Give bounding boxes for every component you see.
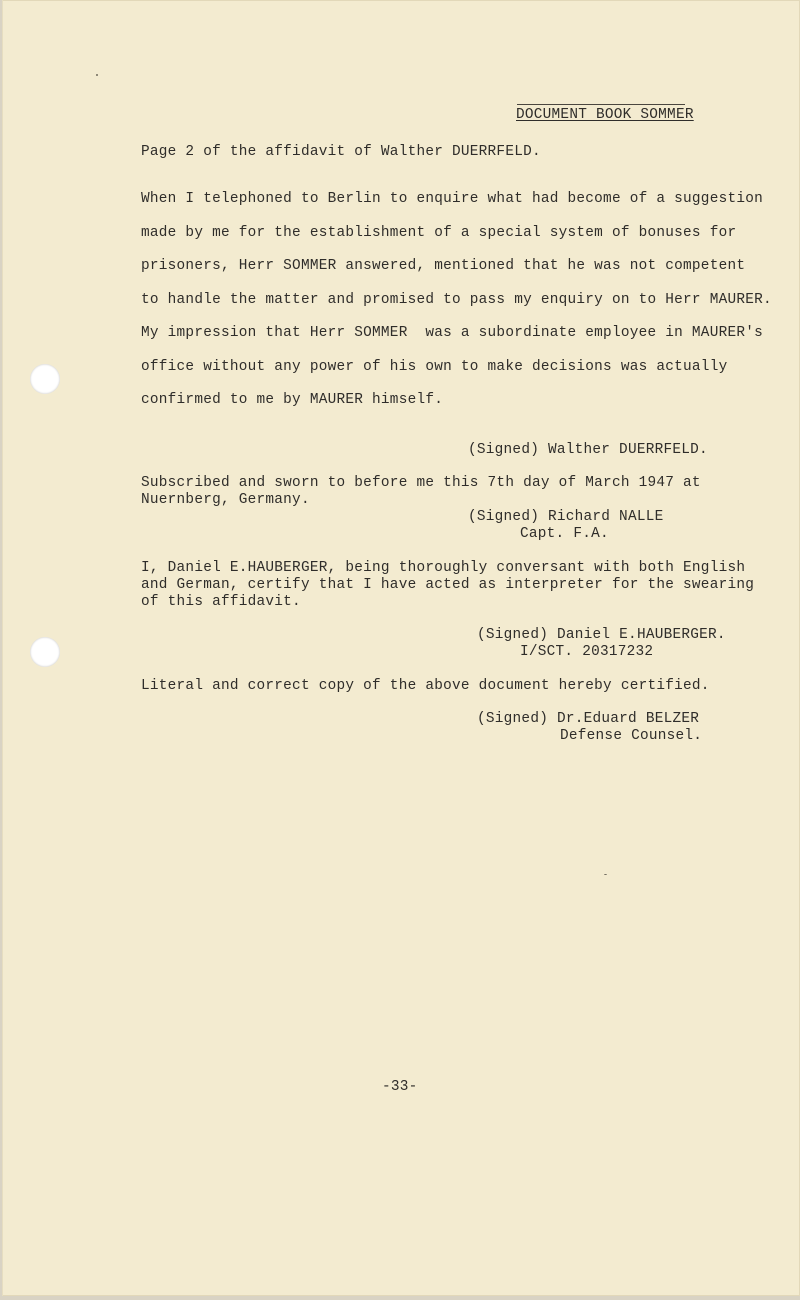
officer-signature: (Signed) Richard NALLE (468, 509, 664, 525)
punch-hole-top (30, 364, 60, 394)
interpreter-line: and German, certify that I have acted as interpreter for the swearing (141, 577, 755, 593)
document-page (2, 0, 800, 1296)
header-overline (517, 104, 685, 105)
body-line: When I telephoned to Berlin to enquire what had become of a suggestion (141, 191, 764, 207)
page-title: Page 2 of the affidavit of Walther DUERRFELD. (141, 144, 541, 160)
counsel-signature: (Signed) Dr.Eduard BELZER (477, 711, 700, 727)
paper-speck (96, 74, 98, 76)
body-line: My impression that Herr SOMMER was a subordinate employee in MAURER's (141, 325, 764, 341)
counsel-title: Defense Counsel. (560, 728, 703, 744)
body-line: confirmed to me by MAURER himself. (141, 392, 444, 408)
interpreter-line: of this affidavit. (141, 594, 301, 610)
interpreter-signature: (Signed) Daniel E.HAUBERGER. (477, 627, 726, 643)
jurat-line: Nuernberg, Germany. (141, 492, 310, 508)
page-edge (2, 0, 3, 1296)
body-line: to handle the matter and promised to pass my enquiry on to Herr MAURER. (141, 292, 772, 308)
document-header: DOCUMENT BOOK SOMMER (516, 107, 694, 123)
punch-hole-bottom (30, 637, 60, 667)
body-line: made by me for the establishment of a special system of bonuses for (141, 225, 737, 241)
page-number: -33- (382, 1079, 418, 1095)
officer-rank: Capt. F.A. (520, 526, 609, 542)
interpreter-id: I/SCT. 20317232 (520, 644, 654, 660)
paper-speck (604, 874, 607, 875)
body-line: office without any power of his own to make decisions was actually (141, 359, 728, 375)
jurat-line: Subscribed and sworn to before me this 7th day of March 1947 at (141, 475, 701, 491)
affiant-signature: (Signed) Walther DUERRFELD. (468, 442, 708, 458)
certification-statement: Literal and correct copy of the above document hereby certified. (141, 678, 710, 694)
body-line: prisoners, Herr SOMMER answered, mentioned that he was not competent (141, 258, 746, 274)
interpreter-line: I, Daniel E.HAUBERGER, being thoroughly conversant with both English (141, 560, 746, 576)
